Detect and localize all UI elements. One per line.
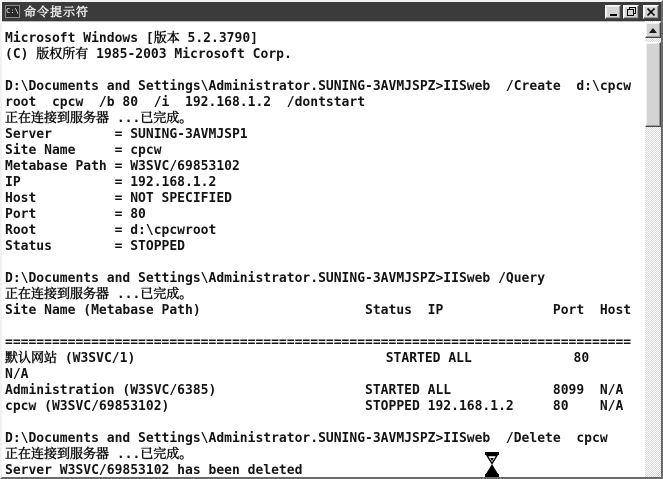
console-line: Port = 80 bbox=[5, 207, 146, 222]
restore-icon bbox=[627, 7, 636, 16]
console-line: Metabase Path = W3SVC/69853102 bbox=[5, 159, 240, 174]
console-line: N/A bbox=[5, 367, 29, 382]
hourglass-cursor bbox=[485, 452, 499, 477]
console-line: Server W3SVC/69853102 has been deleted bbox=[5, 463, 303, 478]
console-line: Status = STOPPED bbox=[5, 239, 186, 254]
console-line: Administration (W3SVC/6385) STARTED ALL 8099 N/A bbox=[5, 383, 624, 398]
console-line: Microsoft Windows [版本 5.2.3790] bbox=[5, 31, 258, 46]
title-bar[interactable] bbox=[2, 2, 661, 21]
console-line: ================================================================================ bbox=[5, 335, 632, 350]
close-button[interactable] bbox=[643, 5, 659, 19]
minimize-button[interactable] bbox=[605, 5, 621, 19]
console-line: D:\Documents and Settings\Administrator.SUNING-3AVMJSPZ>IISweb /Delete cpcw bbox=[5, 431, 608, 446]
console-line: IP = 192.168.1.2 bbox=[5, 175, 217, 190]
console-line: 正在连接到服务器 ...已完成。 bbox=[5, 447, 193, 462]
console-line: Host = NOT SPECIFIED bbox=[5, 191, 232, 206]
console-line: cpcw (W3SVC/69853102) STOPPED 192.168.1.2 80 N/A bbox=[5, 399, 624, 414]
console-line: 正在连接到服务器 ...已完成。 bbox=[5, 287, 193, 302]
command-prompt-icon bbox=[5, 5, 20, 18]
restore-button[interactable] bbox=[623, 5, 639, 19]
console-line: 正在连接到服务器 ...已完成。 bbox=[5, 111, 193, 126]
scroll-up-button[interactable] bbox=[645, 22, 661, 38]
console-output[interactable] bbox=[2, 21, 645, 479]
up-arrow-icon bbox=[649, 28, 657, 33]
console-line: Site Name (Metabase Path) Status IP Port Host bbox=[5, 303, 632, 318]
window-title: 命令提示符 bbox=[24, 5, 90, 19]
console-line: D:\Documents and Settings\Administrator.SUNING-3AVMJSPZ>IISweb /Query bbox=[5, 271, 546, 286]
minimize-icon bbox=[610, 14, 617, 16]
console-line bbox=[5, 63, 645, 79]
console-line: D:\Documents and Settings\Administrator.SUNING-3AVMJSPZ>IISweb /Create d:\cpcw bbox=[5, 79, 632, 94]
console-line: 默认网站 (W3SVC/1) STARTED ALL 80 bbox=[5, 351, 590, 366]
vertical-scrollbar bbox=[645, 21, 661, 477]
command-prompt-icon-text: C:\ bbox=[6, 7, 19, 15]
console-line: root cpcw /b 80 /i 192.168.1.2 /dontstart bbox=[5, 95, 366, 110]
window-controls bbox=[605, 5, 659, 19]
console-line bbox=[5, 255, 645, 271]
scrollbar-thumb[interactable] bbox=[645, 42, 661, 127]
console-line: Site Name = cpcw bbox=[5, 143, 162, 158]
close-icon bbox=[647, 8, 655, 16]
console-line: Server = SUNING-3AVMJSP1 bbox=[5, 127, 248, 142]
console-line bbox=[5, 319, 645, 335]
console-line: Root = d:\cpcwroot bbox=[5, 223, 217, 238]
console-line bbox=[5, 415, 645, 431]
console-line: (C) 版权所有 1985-2003 Microsoft Corp. bbox=[5, 47, 292, 62]
